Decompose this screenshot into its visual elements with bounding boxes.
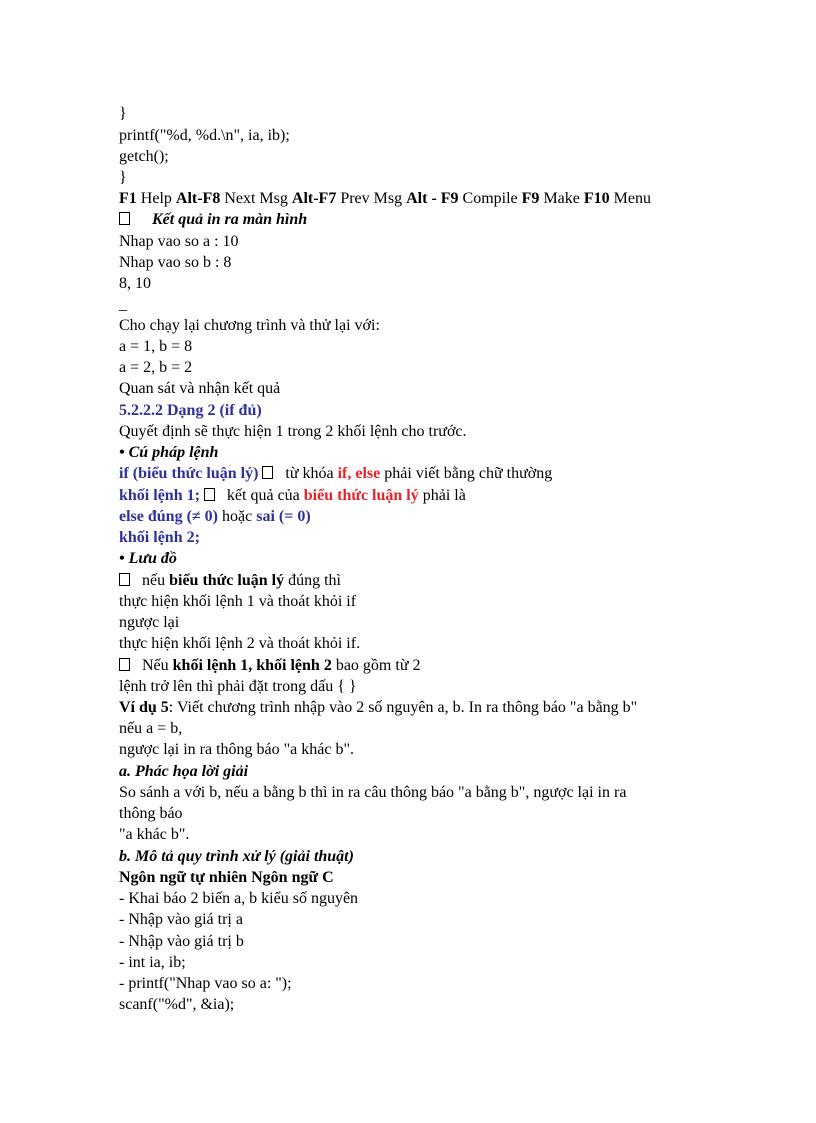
text-line: a = 1, b = 8 [119, 338, 193, 355]
key-label: Menu [613, 190, 651, 207]
bullet-box-icon [204, 488, 215, 501]
flow-line: nếu biểu thức luận lý đúng thì [119, 570, 341, 591]
text-line: thông báo [119, 805, 183, 822]
text-line: "a khác b". [119, 826, 190, 843]
flowchart-heading: • Lưu đồ [119, 550, 177, 567]
step-line: - Nhập vào giá trị b [119, 933, 244, 950]
text-line: Quan sát và nhận kết quả [119, 380, 281, 397]
flow-line: ngược lại [119, 614, 180, 631]
step-line: - Nhập vào giá trị a [119, 911, 243, 928]
example-line: ngược lại in ra thông báo "a khác b". [119, 741, 355, 758]
code-line: } [119, 169, 127, 186]
syntax-line-4: khối lệnh 2; [119, 529, 200, 546]
code-line: } [119, 105, 127, 122]
text-line: a = 2, b = 2 [119, 359, 193, 376]
syntax-line-3: else đúng (≠ 0) hoặc sai (= 0) [119, 508, 311, 525]
step-line: - printf("Nhap vao so a: "); [119, 975, 292, 992]
subheading-a: a. Phác họa lời giải [119, 763, 249, 780]
syntax-heading: • Cú pháp lệnh [119, 444, 219, 461]
flow-line: thực hiện khối lệnh 1 và thoát khỏi if [119, 593, 357, 610]
bullet-box-icon [119, 658, 130, 671]
code-line: getch(); [119, 148, 169, 165]
key-label: Next Msg [224, 190, 288, 207]
key-label: Help [140, 190, 172, 207]
step-line: - Khai báo 2 biến a, b kiểu số nguyên [119, 890, 359, 907]
text-line: Quyết định sẽ thực hiện 1 trong 2 khối lệnh cho trước. [119, 423, 467, 440]
key: F10 [583, 190, 610, 207]
column-heading: Ngôn ngữ tự nhiên Ngôn ngữ C [119, 869, 334, 886]
syntax-line-1: if (biểu thức luận lý) từ khóa if, else phải viết bằng chữ thường [119, 465, 553, 482]
example-line: Ví dụ 5: Viết chương trình nhập vào 2 số nguyên a, b. In ra thông báo "a bằng b" [119, 699, 638, 716]
syntax-line-2: khối lệnh 1; kết quả của biểu thức luận lý phải là [119, 487, 466, 504]
output-line: Nhap vao so a : 10 [119, 233, 239, 250]
key: Alt-F7 [291, 190, 337, 207]
bullet-box-icon [119, 212, 130, 225]
output-line: Nhap vao so b : 8 [119, 254, 232, 271]
note-line: lệnh trở lên thì phải đặt trong dấu { } [119, 678, 357, 695]
bullet-box-icon [262, 466, 273, 479]
function-key-bar [119, 188, 651, 209]
key: F1 [119, 190, 137, 207]
key: F9 [521, 190, 540, 207]
key-label: Make [543, 190, 580, 207]
result-heading: Kết quả in ra màn hình [119, 209, 307, 230]
key-label: Prev Msg [340, 190, 403, 207]
output-cursor: _ [119, 296, 127, 313]
key: Alt - F9 [406, 190, 459, 207]
text-line: Cho chạy lại chương trình và thử lại với: [119, 317, 380, 334]
section-heading: 5.2.2.2 Dạng 2 (if đủ) [119, 402, 262, 419]
text-line: So sánh a với b, nếu a bằng b thì in ra câu thông báo "a bằng b", ngược lại in ra [119, 784, 627, 801]
bullet-box-icon [119, 573, 130, 586]
step-line: - int ia, ib; [119, 954, 186, 971]
flow-line: thực hiện khối lệnh 2 và thoát khỏi if. [119, 635, 361, 652]
subheading-b: b. Mô tả quy trình xử lý (giải thuật) [119, 848, 354, 865]
output-line: 8, 10 [119, 275, 151, 292]
note-line: Nếu khối lệnh 1, khối lệnh 2 bao gồm từ 2 [119, 655, 421, 676]
key-label: Compile [462, 190, 518, 207]
code-line: printf("%d, %d.\n", ia, ib); [119, 127, 290, 144]
step-line: scanf("%d", &ia); [119, 996, 235, 1013]
example-line: nếu a = b, [119, 720, 183, 737]
key: Alt-F8 [175, 190, 221, 207]
